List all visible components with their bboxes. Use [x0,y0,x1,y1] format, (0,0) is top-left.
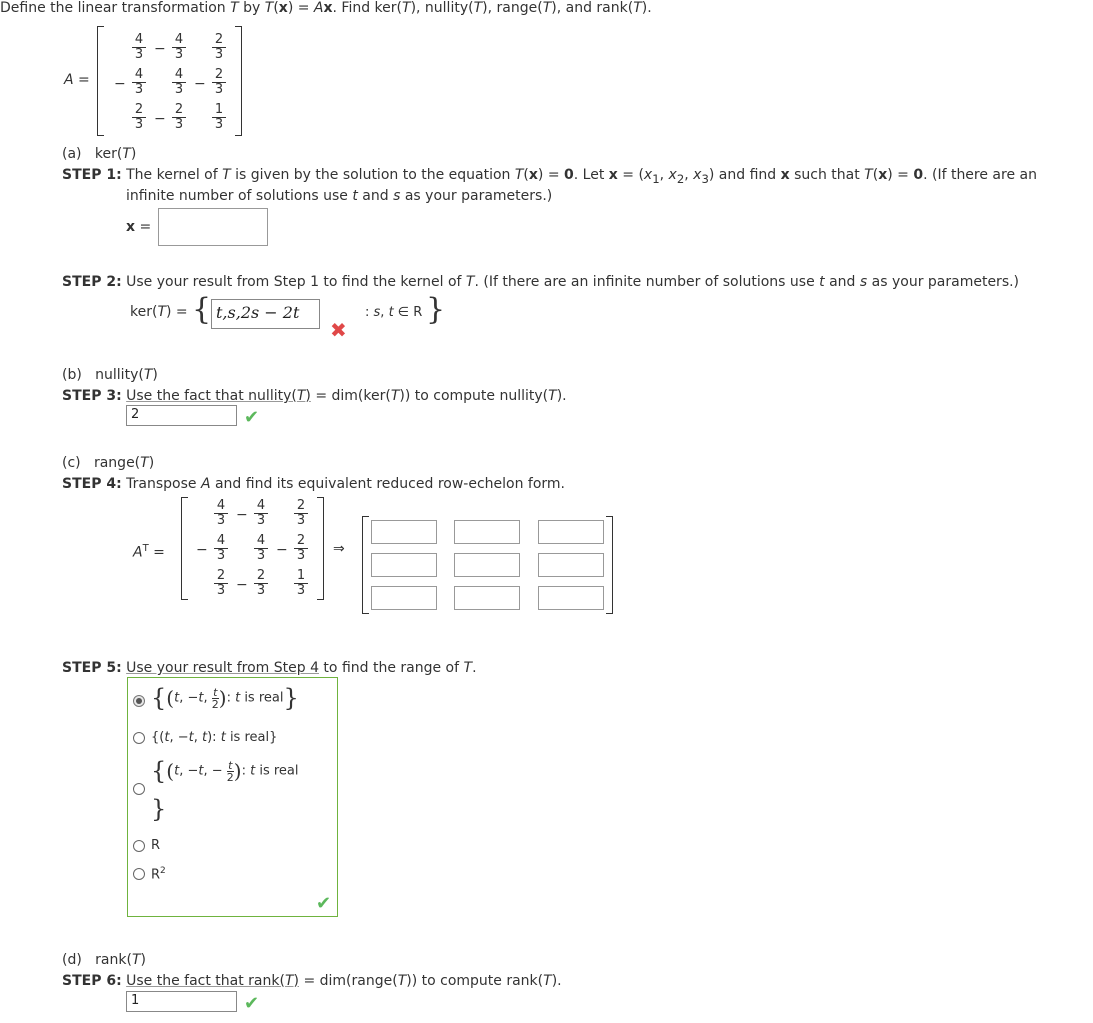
range-option-2[interactable]: {(t, −t, t): t is real} [151,730,278,745]
part-a-heading: (a) ker(T) [62,146,137,162]
ker-open-brace: { [192,292,212,327]
step3-text: STEP 3: Use the fact that nullity(T) = dim(ker(T)) to compute nullity(T). [62,388,567,404]
matrix-entry: $\frac{2}{3}$ [196,569,236,599]
matrix-entry: − $\frac{2}{3}$ [276,534,316,564]
matrix-a [97,26,242,136]
rref-cell-1-1[interactable] [371,520,437,544]
range-option-5[interactable]: $R^2$ [151,866,166,883]
matrix-entry: $\frac{2}{3}$ [114,103,154,133]
matrix-a-label: A = [64,72,90,88]
step1-text-cont: infinite number of solutions use t and s as your parameters.) [126,188,553,204]
range-option-4[interactable]: R [151,838,161,853]
matrix-entry: $\frac{2}{3}$ [276,499,316,529]
matrix-entry: − $\frac{4}{3}$ [154,33,194,63]
ker-label: ker(T) = [130,304,188,320]
problem-statement: Define the linear transformation T by T(x) = Ax. Find ker(T), nullity(T), range(T), and rank(T). [0,0,652,16]
part-c-heading: (c) range(T) [62,455,155,471]
matrix-entry: $\frac{4}{3}$ [114,33,154,63]
range-option-1[interactable]: {(t, −t, $\frac{t}{2}$ ): t is real} [151,684,299,712]
step6-text: STEP 6: Use the fact that rank(T) = dim(range(T)) to compute rank(T). [62,973,562,989]
incorrect-icon: ✖ [330,318,347,342]
ker-suffix: : s, t ∈ R [365,305,423,320]
nullity-input[interactable]: 2 [126,405,237,426]
matrix-a-transpose [181,497,324,600]
rref-cell-1-2[interactable] [454,520,520,544]
matrix-entry: − $\frac{4}{3}$ [196,534,236,564]
matrix-entry: − $\frac{4}{3}$ [236,499,276,529]
part-d-heading: (d) rank(T) [62,952,146,968]
ker-close-brace: } [426,292,446,327]
matrix-entry: − $\frac{2}{3}$ [154,103,194,133]
range-option-5-radio[interactable] [133,868,145,880]
step4-text: STEP 4: Transpose A and find its equivalent reduced row-echelon form. [62,476,565,492]
correct-check-icon: ✔ [244,407,260,428]
rref-cell-2-3[interactable] [538,553,604,577]
matrix-entry: − $\frac{4}{3}$ [114,68,154,98]
step5-text: STEP 5: Use your result from Step 4 to find the range of T. [62,660,477,676]
rref-cell-3-1[interactable] [371,586,437,610]
rref-cell-2-1[interactable] [371,553,437,577]
rref-matrix [362,516,613,614]
range-option-3-radio[interactable] [133,783,145,795]
range-option-1-radio[interactable] [133,695,145,707]
ker-input[interactable]: t,s,2s − 2t [211,299,320,329]
matrix-entry: $\frac{1}{3}$ [276,569,316,599]
implies-arrow: ⇒ [333,541,345,557]
matrix-entry: $\frac{1}{3}$ [194,103,234,133]
matrix-entry: $\frac{4}{3}$ [196,499,236,529]
matrix-entry: − $\frac{2}{3}$ [194,68,234,98]
matrix-entry: $\frac{4}{3}$ [154,68,194,98]
matrix-entry: − $\frac{2}{3}$ [236,569,276,599]
step1-text: STEP 1: The kernel of T is given by the solution to the equation T(x) = 0. Let $x = (x_1$, $x_2$, $x_3$) and find x such that T(x) = 0. (If there are an [62,167,1037,186]
step2-text: STEP 2: Use your result from Step 1 to find the kernel of T. (If there are an infinite number of solutions use t and s as your parameters.) [62,274,1020,290]
x-input[interactable] [158,208,268,246]
range-option-3[interactable]: {(t, −t, − $\frac{t}{2}$ ): t is real [151,757,299,785]
correct-check-icon: ✔ [316,893,332,914]
correct-check-icon: ✔ [244,993,260,1014]
rref-cell-3-2[interactable] [454,586,520,610]
range-option-4-radio[interactable] [133,840,145,852]
matrix-entry: $\frac{2}{3}$ [194,33,234,63]
at-label: $A^T$ = [133,543,165,561]
rref-cell-3-3[interactable] [538,586,604,610]
matrix-entry: $\frac{4}{3}$ [236,534,276,564]
range-option-3-close-brace: } [151,795,167,823]
x-label: x = [126,219,152,235]
rref-cell-1-3[interactable] [538,520,604,544]
rank-input[interactable]: 1 [126,991,237,1012]
part-b-heading: (b) nullity(T) [62,367,158,383]
range-option-2-radio[interactable] [133,732,145,744]
rref-cell-2-2[interactable] [454,553,520,577]
